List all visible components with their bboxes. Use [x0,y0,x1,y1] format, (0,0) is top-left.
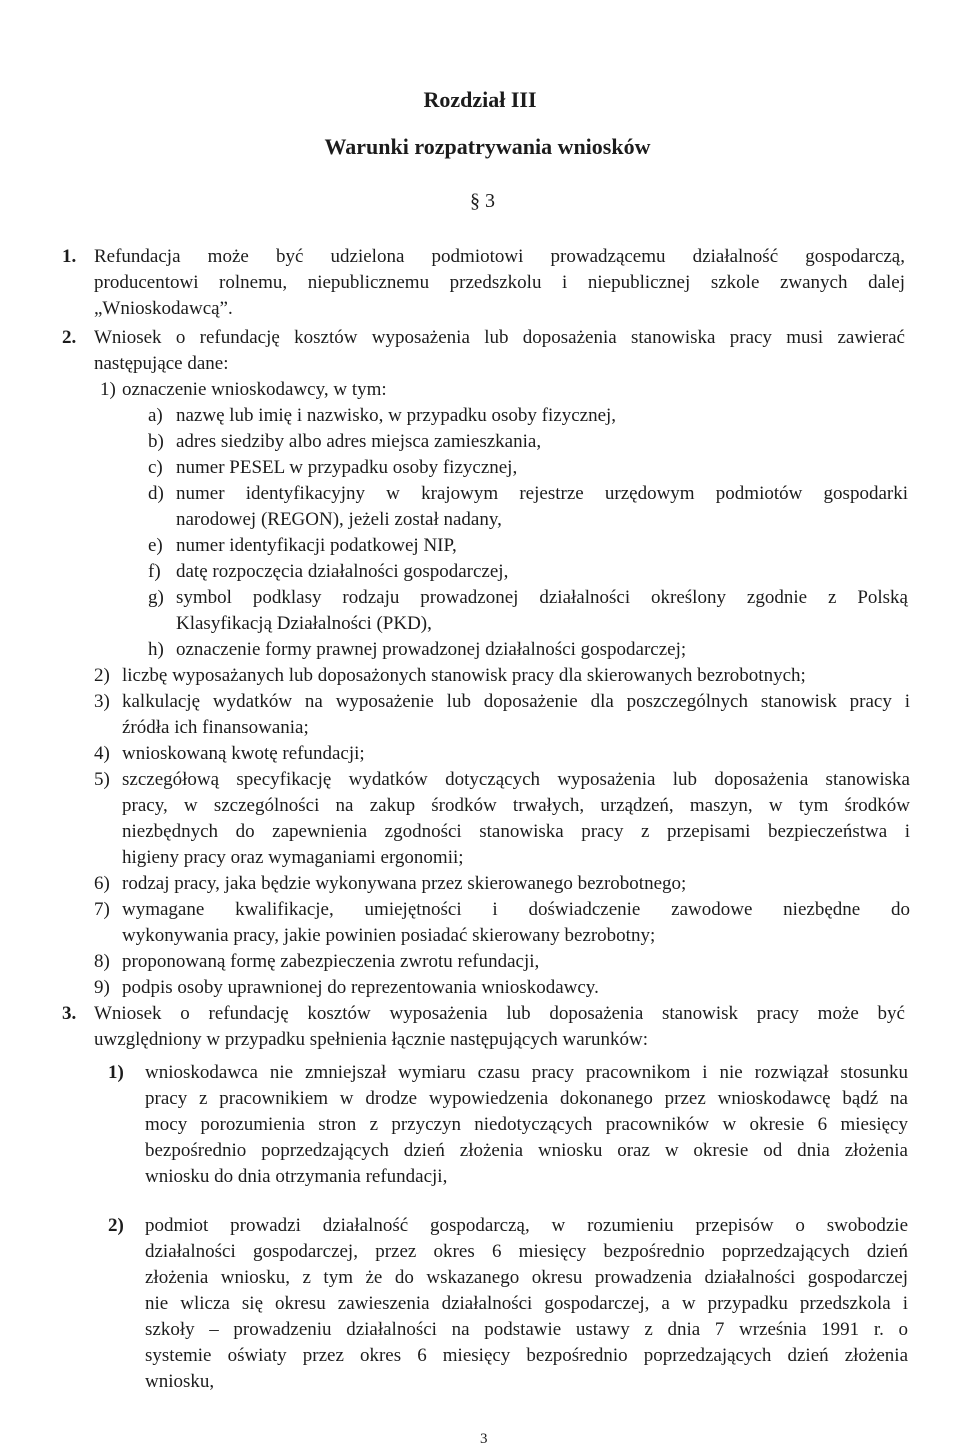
list-item-number: 6) [94,873,110,894]
section-mark: § 3 [470,190,495,212]
list-item-text: wykonywania pracy, jakie powinien posiadać skierowany bezrobotny; [122,925,656,946]
paragraph-2-number: 2. [62,327,77,348]
paragraph-1-line: Refundacja może być udzielona podmiotowi prowadzącemu działalność gospodarczą, [94,246,905,267]
list-item-number: 2) [94,665,110,686]
list-item-number: 3) [94,691,110,712]
list-item-text: rodzaj pracy, jaka będzie wykonywana przez skierowanego bezrobotnego; [122,873,687,894]
sub-item-text: datę rozpoczęcia działalności gospodarczej, [176,561,509,582]
paragraph-1-line: „Wnioskodawcą”. [94,298,233,319]
condition-text: wnioskodawca nie zmniejszał wymiaru czasu pracy pracownikom i nie rozwiązał stosunku [145,1062,908,1083]
page-number: 3 [480,1431,488,1447]
paragraph-2-line: następujące dane: [94,353,229,374]
paragraph-3-line: Wniosek o refundację kosztów wyposażenia lub doposażenia stanowisk pracy może być [94,1003,905,1024]
sub-item-text: numer identyfikacji podatkowej NIP, [176,535,457,556]
sub-item-text: oznaczenie formy prawnej prowadzonej działalności gospodarczej; [176,639,687,660]
sub-item-text: numer identyfikacyjny w krajowym rejestrze urzędowym podmiotów gospodarki [176,483,908,504]
condition-text: wniosku do dnia otrzymania refundacji, [145,1166,448,1187]
paragraph-1-number: 1. [62,246,77,267]
chapter-title: Warunki rozpatrywania wniosków [324,134,651,159]
paragraph-1-line: producentowi rolnemu, niepublicznemu przedszkolu i niepublicznej szkole zwanych dalej [94,272,905,293]
list-item-text: wymagane kwalifikacje, umiejętności i doświadczenie zawodowe niezbędne do [122,899,910,920]
condition-text: działalności gospodarczej, przez okres 6 miesięcy bezpośrednio poprzedzających dzień [145,1241,908,1262]
paragraph-3-number: 3. [62,1003,77,1024]
list-item-text: higieny pracy oraz wymaganiami ergonomii; [122,847,464,868]
list-item-text: proponowaną formę zabezpieczenia zwrotu refundacji, [122,951,540,972]
sub-item-text: nazwę lub imię i nazwisko, w przypadku osoby fizycznej, [176,405,617,426]
list-item-text: wnioskowaną kwotę refundacji; [122,743,365,764]
chapter-heading: Rozdział III [423,87,537,112]
list-item-number: 4) [94,743,110,764]
list-item-text: liczbę wyposażanych lub doposażonych stanowisk pracy dla skierowanych bezrobotnych; [122,665,806,686]
condition-number: 2) [108,1215,124,1236]
condition-text: systemie oświaty przez okres 6 miesięcy bezpośrednio poprzedzających dzień złożenia [145,1345,908,1366]
sub-item-text: Klasyfikacją Działalności (PKD), [176,613,432,634]
list-item-text: oznaczenie wnioskodawcy, w tym: [122,379,387,400]
sub-item-letter: e) [148,535,163,556]
condition-text: nie wlicza się okresu zawieszenia działalności gospodarczej, a w przypadku przedszkola i [145,1293,908,1314]
condition-text: wniosku, [145,1371,215,1392]
sub-item-letter: b) [148,431,164,452]
list-item-number: 8) [94,951,110,972]
list-item-number: 7) [94,899,110,920]
condition-number: 1) [108,1062,124,1083]
sub-item-letter: f) [148,561,161,582]
list-item-text: podpis osoby uprawnionej do reprezentowania wnioskodawcy. [122,977,599,998]
sub-item-letter: g) [148,587,164,608]
sub-item-text: narodowej (REGON), jeżeli został nadany, [176,509,502,530]
condition-text: bezpośrednio poprzedzających dzień złożenia wniosku oraz w okresie od dnia złożenia [145,1140,908,1161]
list-item-number: 9) [94,977,110,998]
list-item-text: niezbędnych do zapewnienia zgodności stanowiska pracy z przepisami bezpieczeństwa i [122,821,910,842]
condition-text: złożenia wniosku, z tym że do wskazanego okresu prowadzenia działalności gospodarczej [145,1267,908,1288]
list-item-text: szczegółową specyfikację wydatków dotyczących wyposażenia lub doposażenia stanowiska [122,769,910,790]
sub-item-text: adres siedziby albo adres miejsca zamieszkania, [176,431,542,452]
sub-item-letter: a) [148,405,163,426]
list-item-number: 1) [100,379,116,400]
list-item-number: 5) [94,769,110,790]
list-item-text: źródła ich finansowania; [122,717,309,738]
paragraph-3-line: uwzględniony w przypadku spełnienia łącznie następujących warunków: [94,1029,648,1050]
sub-item-letter: d) [148,483,164,504]
sub-item-text: symbol podklasy rodzaju prowadzonej działalności określony zgodnie z Polską [176,587,908,608]
sub-item-letter: c) [148,457,163,478]
list-item-text: pracy, w szczególności na zakup środków trwałych, urządzeń, maszyn, w tym środków [122,795,910,816]
condition-text: mocy porozumienia stron z przyczyn niedotyczących pracowników w okresie 6 miesięcy [145,1114,908,1135]
condition-text: pracy z pracownikiem w drodze wypowiedzenia dokonanego przez wnioskodawcę bądź na [145,1088,908,1109]
list-item-text: kalkulację wydatków na wyposażenie lub doposażenie dla poszczególnych stanowisk pracy i [122,691,910,712]
sub-item-letter: h) [148,639,164,660]
paragraph-2-line: Wniosek o refundację kosztów wyposażenia lub doposażenia stanowiska pracy musi zawierać [94,327,905,348]
condition-text: szkoły – prowadzeniu działalności na podstawie ustawy z dnia 7 września 1991 r. o [145,1319,908,1340]
condition-text: podmiot prowadzi działalność gospodarczą, w rozumieniu przepisów o swobodzie [145,1215,908,1236]
sub-item-text: numer PESEL w przypadku osoby fizycznej, [176,457,518,478]
